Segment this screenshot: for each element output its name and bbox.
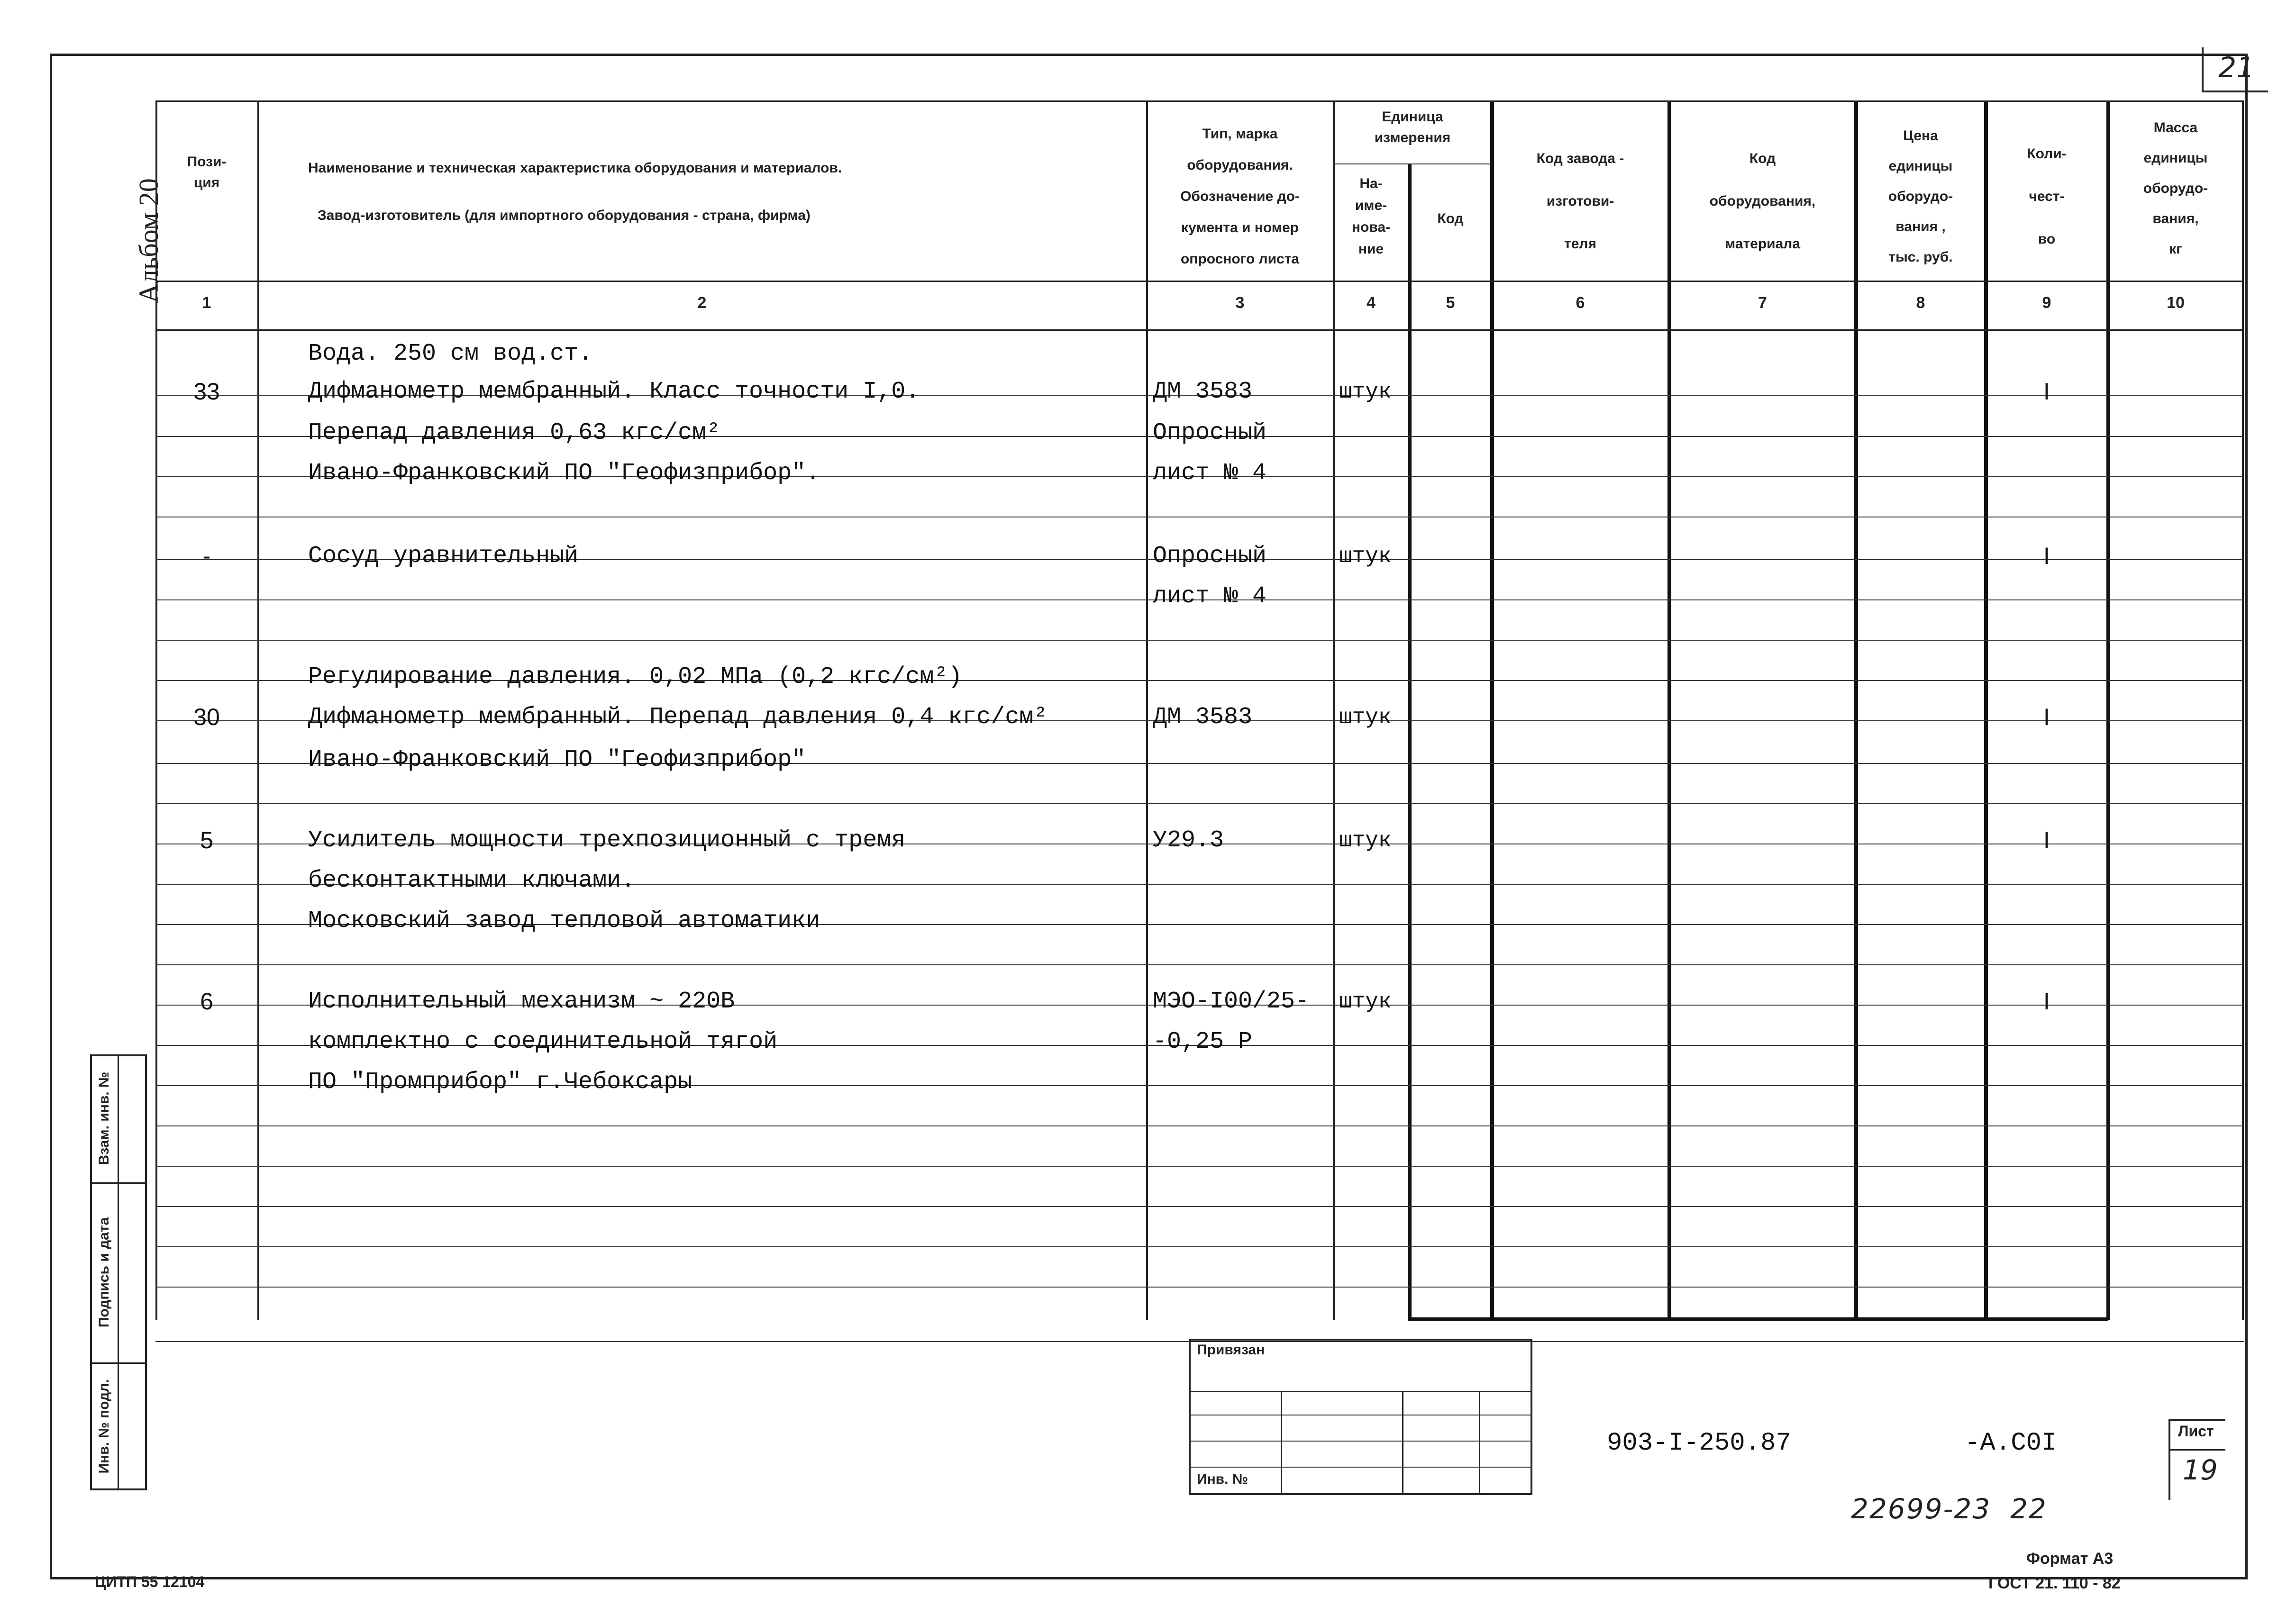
row-position: 6 bbox=[200, 988, 213, 1015]
col-number-4: 4 bbox=[1367, 294, 1376, 312]
header-name-line1: Наименование и техническая характеристика оборудования и материалов. bbox=[308, 160, 842, 176]
header-type bbox=[1148, 118, 1332, 275]
header-position bbox=[156, 152, 257, 193]
header-mass-line2: единицы bbox=[2143, 150, 2208, 166]
album-label: Альбом 20 bbox=[133, 178, 164, 303]
side-label-replacement: Взам. инв. № bbox=[96, 1071, 112, 1165]
header-type-line4: кумента и номер bbox=[1181, 220, 1299, 236]
header-price-line1: Цена bbox=[1903, 128, 1938, 144]
row-quantity: I bbox=[2043, 704, 2050, 730]
row-type: МЭО-I00/25- bbox=[1153, 988, 1310, 1015]
col-number-6: 6 bbox=[1576, 294, 1585, 312]
sheet-box-split bbox=[2168, 1449, 2225, 1451]
row-separator bbox=[155, 640, 2244, 641]
row-quantity: I bbox=[2043, 378, 2050, 405]
row-unit: штук bbox=[1339, 828, 1392, 853]
row-name: Дифманометр мембранный. Класс точности I,0. bbox=[308, 378, 920, 405]
privyazan-row-4 bbox=[1189, 1467, 1532, 1468]
header-factory-code-line1: Код завода - bbox=[1536, 151, 1624, 166]
header-unit-line2: измерения bbox=[1374, 130, 1451, 145]
page-mark: 21 bbox=[2218, 51, 2255, 84]
header-factory-code-line2: изготови- bbox=[1546, 193, 1614, 209]
header-type-line1: Тип, марка bbox=[1202, 126, 1278, 142]
header-unit-name-line4: ние bbox=[1358, 241, 1384, 257]
row-position: - bbox=[202, 543, 211, 569]
privyazan-col-1 bbox=[1281, 1391, 1282, 1495]
header-type-line2: оборудования. bbox=[1187, 157, 1293, 173]
row-type: Опросный bbox=[1153, 543, 1267, 570]
header-name bbox=[308, 145, 1142, 239]
header-unit-code: Код bbox=[1437, 211, 1464, 227]
side-label-inventory: Инв. № подл. bbox=[96, 1379, 112, 1474]
col-number-1: 1 bbox=[202, 294, 211, 312]
header-mass-line5: кг bbox=[2169, 241, 2182, 257]
header-equipment-code-line2: оборудования, bbox=[1709, 193, 1816, 209]
row-position: 30 bbox=[193, 704, 220, 730]
row-name: комплектно с соединительной тягой bbox=[308, 1028, 778, 1055]
header-quantity-line3: во bbox=[2038, 231, 2056, 247]
row-separator bbox=[155, 1125, 2244, 1126]
col-line-3 bbox=[1333, 100, 1335, 1320]
row-unit: штук bbox=[1339, 380, 1392, 404]
row-unit: штук bbox=[1339, 705, 1392, 730]
side-stamp-divider bbox=[118, 1054, 119, 1490]
header-unit-name-line3: нова- bbox=[1351, 219, 1391, 235]
col-number-3: 3 bbox=[1235, 294, 1245, 312]
header-unit bbox=[1334, 107, 1491, 148]
row-name: Ивано-Франковский ПО "Геофизприбор" bbox=[308, 746, 806, 773]
row-name: Дифманометр мембранный. Перепад давления 0,4 кгс/см² bbox=[308, 704, 1048, 731]
sheet-number: 19 bbox=[2183, 1454, 2218, 1486]
row-type: Опросный bbox=[1153, 419, 1267, 446]
header-unit-name-line2: име- bbox=[1355, 198, 1387, 213]
header-mass bbox=[2109, 113, 2242, 264]
gost-label: ГОСТ 21. 110 - 82 bbox=[1988, 1574, 2121, 1592]
header-factory-code-line3: теля bbox=[1564, 236, 1596, 252]
sheet-label: Лист bbox=[2178, 1423, 2214, 1440]
header-position-line1: Пози- bbox=[187, 154, 227, 170]
row-quantity: I bbox=[2043, 988, 2050, 1015]
row-name: Вода. 250 см вод.ст. bbox=[308, 340, 593, 367]
side-label-signature-date: Подпись и дата bbox=[96, 1217, 112, 1328]
row-type: ДМ 3583 bbox=[1153, 704, 1253, 731]
header-quantity-line2: чест- bbox=[2029, 189, 2065, 204]
header-quantity bbox=[1987, 133, 2106, 261]
row-name: Сосуд уравнительный bbox=[308, 543, 579, 570]
doc-suffix: -А.С0I bbox=[1965, 1429, 2057, 1458]
row-name: Регулирование давления. 0,02 МПа (0,2 кгс/см²) bbox=[308, 663, 963, 690]
row-unit: штук bbox=[1339, 989, 1392, 1014]
row-quantity: I bbox=[2043, 543, 2050, 569]
col-line-10 bbox=[2242, 100, 2244, 1320]
col-line-5 bbox=[1490, 100, 1494, 1320]
format-label: Формат А3 bbox=[2026, 1550, 2114, 1568]
col-line-1 bbox=[257, 100, 259, 1320]
row-name: Перепад давления 0,63 кгс/см² bbox=[308, 419, 721, 446]
header-price-line3: оборудо- bbox=[1888, 189, 1953, 204]
header-price-line5: тыс. руб. bbox=[1888, 249, 1953, 265]
row-position: 5 bbox=[200, 827, 213, 853]
row-separator bbox=[155, 1287, 2244, 1288]
row-type: лист № 4 bbox=[1153, 583, 1267, 610]
row-name: бесконтактными ключами. bbox=[308, 867, 636, 894]
header-unit-name-line1: На- bbox=[1359, 176, 1383, 191]
header-equipment-code bbox=[1671, 137, 1854, 265]
row-type: У29.3 bbox=[1153, 827, 1224, 854]
col-line-2 bbox=[1146, 100, 1148, 1320]
privyazan-label: Привязан bbox=[1197, 1342, 1265, 1358]
row-position: 33 bbox=[193, 378, 220, 405]
privyazan-col-3 bbox=[1479, 1391, 1480, 1495]
row-type: ДМ 3583 bbox=[1153, 378, 1253, 405]
handwritten-number: 22699-23 22 bbox=[1851, 1493, 2047, 1525]
row-unit: штук bbox=[1339, 544, 1392, 569]
header-factory-code bbox=[1493, 137, 1667, 265]
header-quantity-line1: Коли- bbox=[2027, 146, 2067, 162]
col-number-10: 10 bbox=[2167, 294, 2185, 312]
privyazan-row-3 bbox=[1189, 1441, 1532, 1442]
header-top-line bbox=[155, 100, 2244, 102]
header-position-line2: ция bbox=[193, 175, 220, 191]
col-line-4 bbox=[1408, 163, 1412, 1320]
header-price-line4: вания , bbox=[1895, 219, 1946, 235]
col-number-7: 7 bbox=[1758, 294, 1767, 312]
row-quantity: I bbox=[2043, 827, 2050, 853]
row-name: Исполнительный механизм ~ 220В bbox=[308, 988, 735, 1015]
doc-code: 903-I-250.87 bbox=[1607, 1429, 1791, 1458]
row-name: ПО "Промприбор" г.Чебоксары bbox=[308, 1069, 692, 1096]
row-name: Усилитель мощности трехпозиционный с тремя bbox=[308, 827, 906, 854]
row-separator bbox=[155, 803, 2244, 804]
row-type: -0,25 Р bbox=[1153, 1028, 1253, 1055]
row-name: Ивано-Франковский ПО "Геофизприбор". bbox=[308, 460, 820, 487]
col-number-2: 2 bbox=[697, 294, 707, 312]
col-line-9 bbox=[2106, 100, 2110, 1320]
col-line-6 bbox=[1667, 100, 1671, 1320]
header-mass-line3: оборудо- bbox=[2143, 181, 2208, 196]
privyazan-col-2 bbox=[1402, 1391, 1403, 1495]
header-mass-line1: Масса bbox=[2153, 120, 2198, 136]
privyazan-row-1 bbox=[1189, 1391, 1532, 1392]
row-separator bbox=[155, 964, 2244, 965]
col-line-7 bbox=[1854, 100, 1858, 1320]
header-unit-line1: Единица bbox=[1382, 109, 1443, 125]
col-number-5: 5 bbox=[1446, 294, 1455, 312]
header-unit-name bbox=[1334, 173, 1408, 260]
header-price bbox=[1857, 121, 1984, 272]
table-bottom-line bbox=[1408, 1317, 2108, 1321]
header-price-line2: единицы bbox=[1888, 158, 1953, 174]
header-type-line3: Обозначение до- bbox=[1180, 189, 1300, 204]
header-equipment-code-line1: Код bbox=[1749, 151, 1776, 166]
number-row-bottom-line bbox=[155, 329, 2244, 331]
header-type-line5: опросного листа bbox=[1180, 251, 1300, 267]
side-stamp-split-1 bbox=[90, 1182, 147, 1184]
row-name: Московский завод тепловой автоматики bbox=[308, 907, 820, 934]
header-mass-line4: вания, bbox=[2152, 211, 2199, 227]
col-number-9: 9 bbox=[2042, 294, 2051, 312]
header-equipment-code-line3: материала bbox=[1724, 236, 1801, 252]
col-number-8: 8 bbox=[1916, 294, 1925, 312]
row-separator bbox=[155, 1246, 2244, 1247]
header-bottom-line bbox=[155, 281, 2244, 282]
inv-no-label: Инв. № bbox=[1197, 1471, 1248, 1487]
bottom-left-code: ЦИТП 55 12104 bbox=[95, 1573, 205, 1590]
unit-split-line bbox=[1333, 163, 1492, 164]
row-separator bbox=[155, 1206, 2244, 1207]
row-separator bbox=[155, 1166, 2244, 1167]
header-name-line2: Завод-изготовитель (для импортного оборудования - страна, фирма) bbox=[318, 208, 811, 223]
row-type: лист № 4 bbox=[1153, 460, 1267, 487]
